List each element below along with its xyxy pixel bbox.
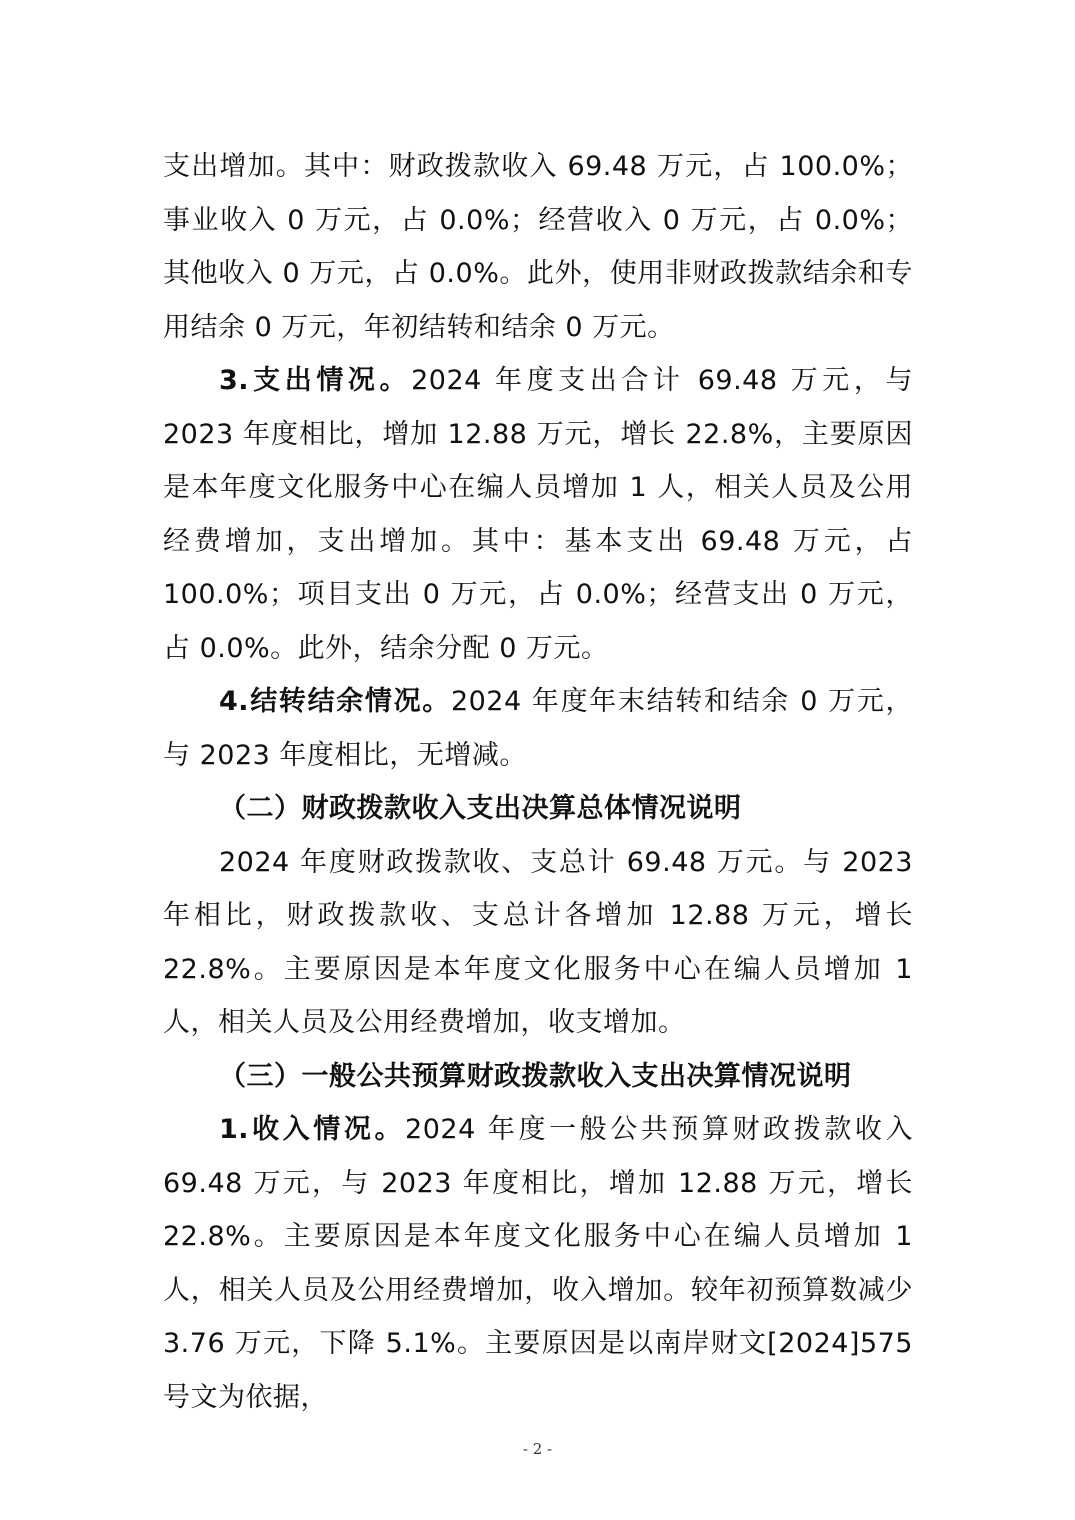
paragraph-fiscal-total: [163, 836, 913, 1050]
paragraph-lead: 4.结转结余情况。: [219, 686, 451, 717]
page-number: - 2 -: [522, 1440, 553, 1458]
paragraph-lead: 3.支出情况。: [219, 365, 412, 396]
paragraph-text: 2024 年度一般公共预算财政拨款收入 69.48 万元，与 2023 年度相比，增加 12.88 万元，增长 22.8%。主要原因是本年度文化服务中心在编人员增加 1 人，相关人员及公用经费增加，收入增加。较年初预算数减少 3.76 万元，下降 5.1%。主要原因是以南岸财文[2024]575 号文为依据，: [163, 1114, 914, 1413]
section-heading-2: （二）财政拨款收入支出决算总体情况说明: [219, 793, 742, 824]
document-body: [163, 140, 913, 1424]
paragraph-expenditure: [163, 354, 913, 675]
paragraph-text: 2024 年度年末结转和结余 0 万元，与 2023 年度相比，无增减。: [163, 686, 914, 771]
paragraph-general-budget-income: [163, 1103, 913, 1424]
paragraph-lead: 1.收入情况。: [219, 1114, 406, 1145]
paragraph-text: 支出增加。其中：财政拨款收入 69.48 万元，占 100.0%；事业收入 0 万元，占 0.0%；经营收入 0 万元，占 0.0%；其他收入 0 万元，占 0.0%。此外，使用非财政拨款结余和专用结余 0 万元，年初结转和结余 0 万元。: [163, 151, 913, 343]
paragraph-text: 2024 年度支出合计 69.48 万元，与 2023 年度相比，增加 12.88 万元，增长 22.8%，主要原因是本年度文化服务中心在编人员增加 1 人，相关人员及公用经费增加，支出增加。其中：基本支出 69.48 万元，占 100.0%；项目支出 0 万元，占 0.0%；经营支出 0 万元，占 0.0%。此外，结余分配 0 万元。: [163, 365, 913, 664]
paragraph-carryover: [163, 675, 913, 782]
paragraph-income-continuation: [163, 140, 913, 354]
paragraph-text: 2024 年度财政拨款收、支总计 69.48 万元。与 2023 年相比，财政拨款收、支总计各增加 12.88 万元，增长 22.8%。主要原因是本年度文化服务中心在编人员增加 1 人，相关人员及公用经费增加，收支增加。: [163, 846, 913, 1038]
section-heading-3: （三）一般公共预算财政拨款收入支出决算情况说明: [219, 1060, 852, 1092]
